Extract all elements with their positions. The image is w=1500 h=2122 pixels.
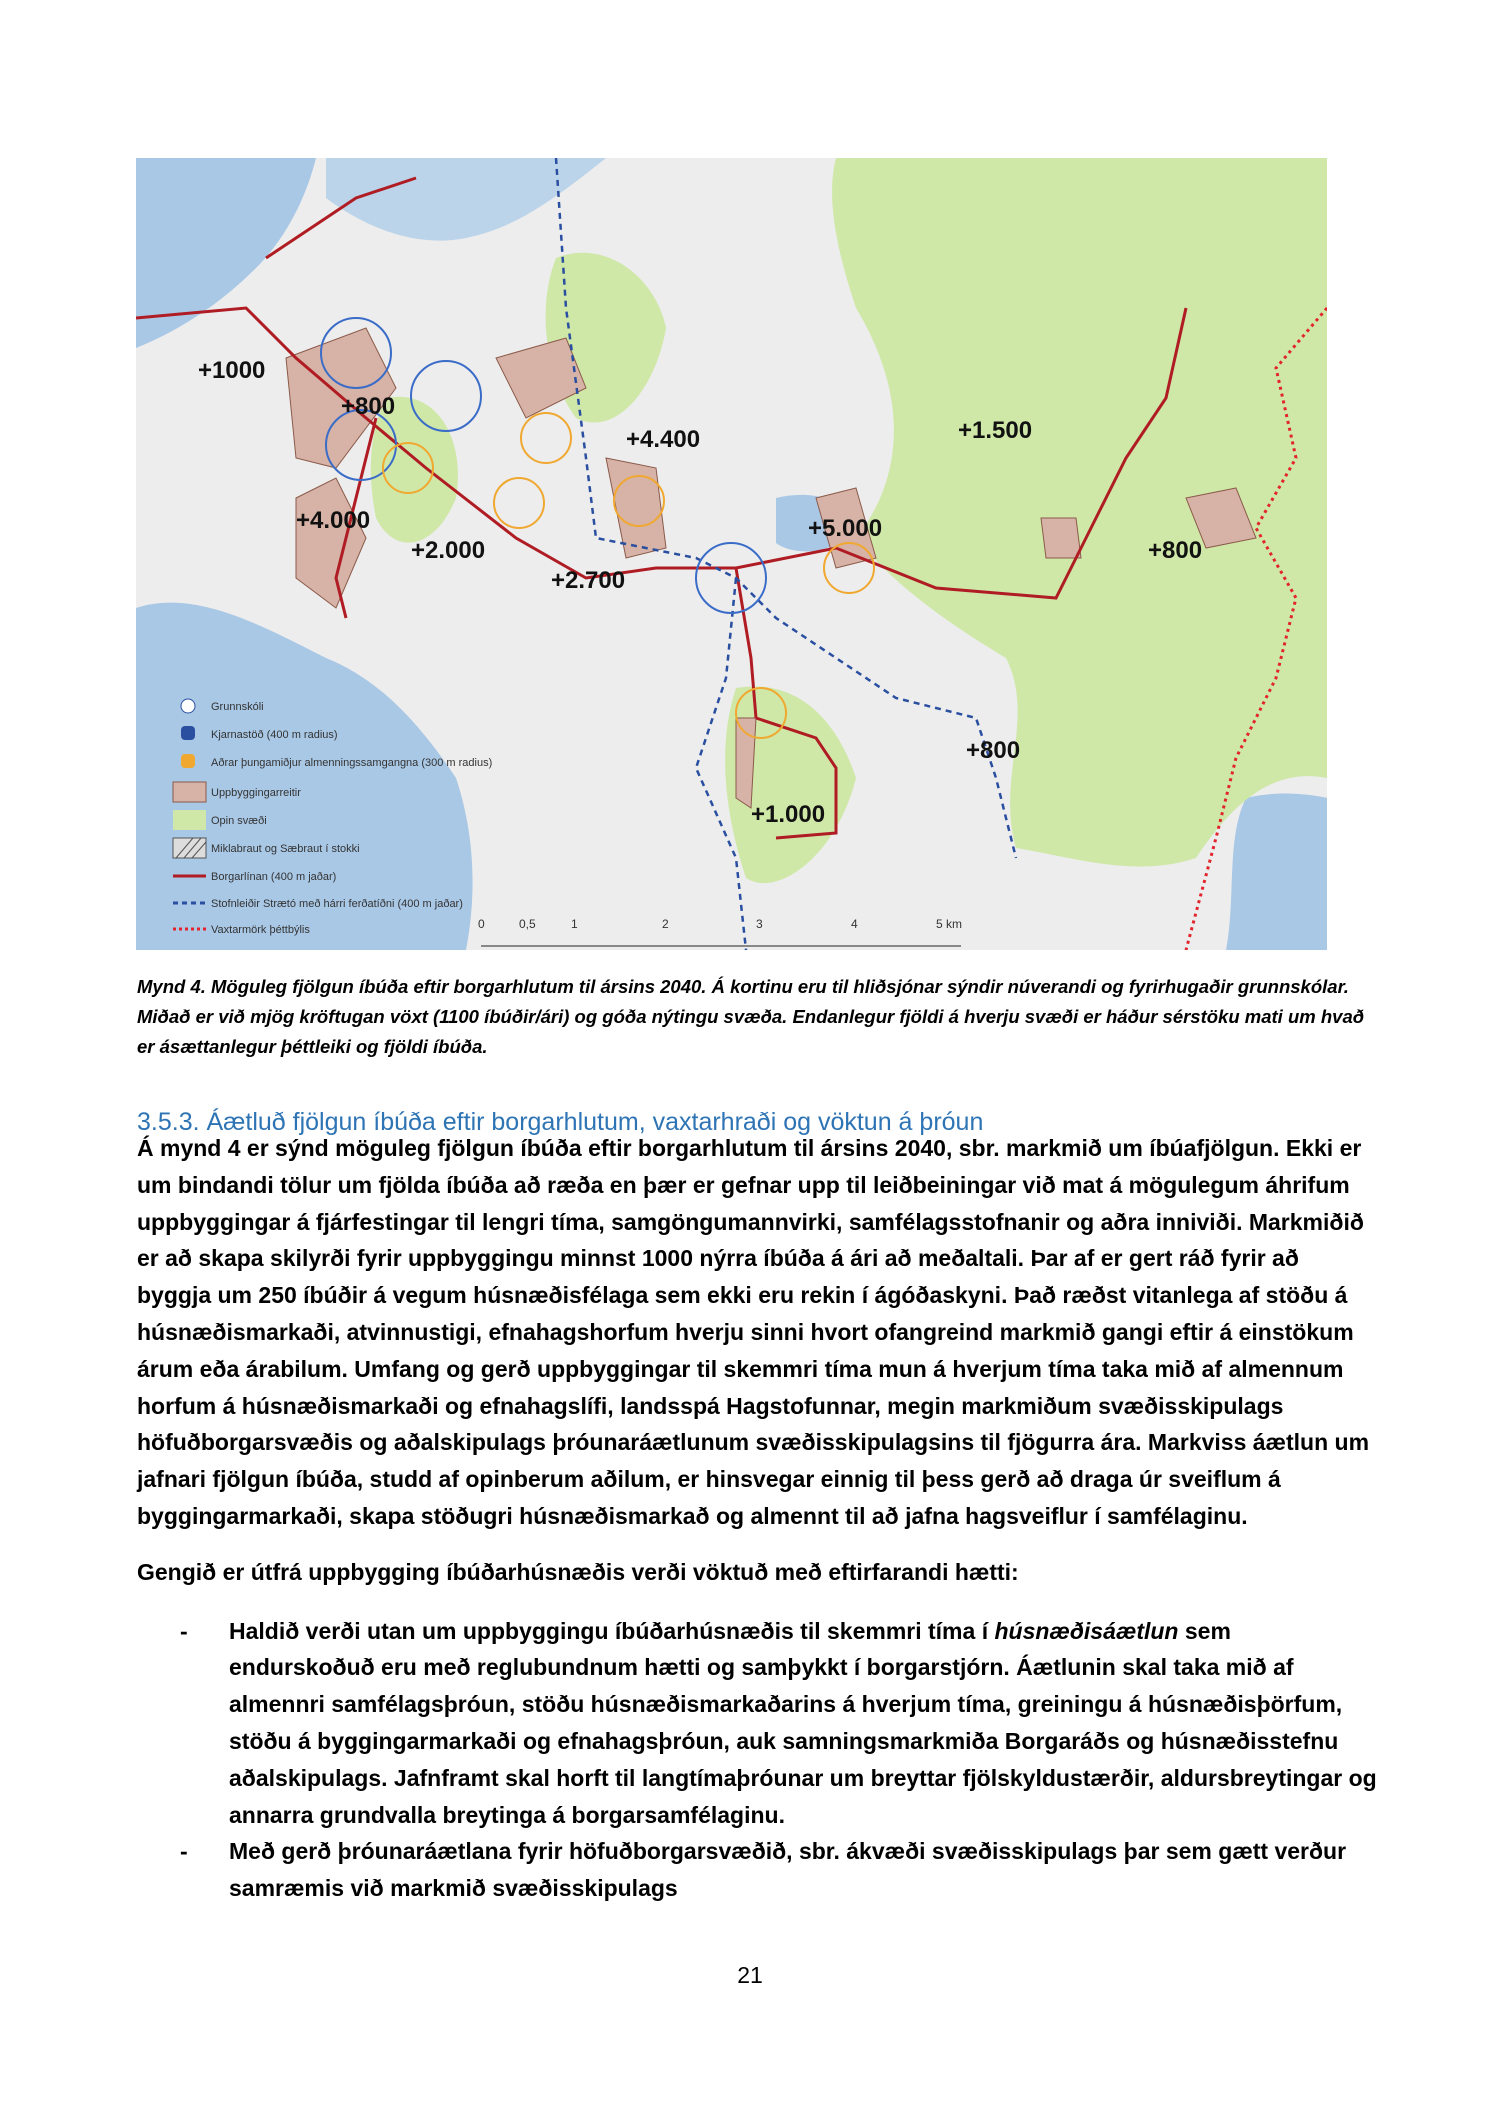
list-item — [137, 1833, 1377, 1907]
list-item — [137, 1613, 1377, 1834]
growth-map — [136, 158, 1327, 950]
legend-label: Aðrar þungamiðjur almenningssamgangna (300 m radius) — [211, 757, 493, 769]
area-label: +1000 — [198, 357, 266, 384]
list-text: sem endurskoðuð eru með reglubundnum hætti og samþykkt í borgarstjórn. Áætlunin skal taka mið af almennri samfélagsþróun, stöðu húsnæðismarkaðarins á hverjum tíma, greiningu á húsnæðisþörfum, stöðu á byggingarmarkaði og efnahagsþróun, auk samningsmarkmiða Borgaráðs og húsnæðisstefnu aðalskipulags. Jafnframt skal horft til langtímaþróunar um breyttar fjölskyldustærðir, aldursbreytingar og annarra grundvalla breytinga á borgarsamfélaginu. — [229, 1617, 1377, 1828]
legend-label: Opin svæði — [211, 815, 267, 827]
area-label: +1.500 — [958, 417, 1033, 444]
area-label: +4.000 — [296, 507, 371, 534]
area-label: +800 — [1148, 537, 1203, 564]
area-label: +5.000 — [808, 515, 883, 542]
figure-caption: Mynd 4. Möguleg fjölgun íbúða eftir borgarhlutum til ársins 2040. Á kortinu eru til hliðsjónar sýndir núverandi og fyrirhugaðir grunnskólar. Miðað er við mjög kröftugan vöxt (1100 íbúðir/ári) og góða nýtingu svæða. Endanlegur fjöldi á hverju svæði er háður sérstöku mati um hvað er ásættanlegur þéttleiki og fjöldi íbúða. — [137, 976, 1365, 1057]
map-figure — [136, 158, 1327, 950]
legend-label: Miklabraut og Sæbraut í stokki — [211, 843, 360, 855]
section-heading: 3.5.3. Áætluð fjölgun íbúða eftir borgarhlutum, vaxtarhraði og vöktun á þróun — [137, 1108, 984, 1136]
legend-label: Grunnskóli — [211, 701, 264, 713]
scale-tick: 4 — [851, 917, 858, 931]
school-icon — [181, 699, 195, 713]
water-right — [1226, 794, 1327, 950]
area-label: +4.400 — [626, 426, 701, 453]
scale-tick: 5 km — [936, 917, 963, 931]
legend-label: Vaxtarmörk þéttbýlis — [211, 924, 310, 936]
list-emphasis: húsnæðisáætlun — [994, 1617, 1179, 1644]
scale-tick: 1 — [571, 917, 578, 931]
area-label: +800 — [966, 737, 1021, 764]
development-area-swatch — [173, 782, 206, 802]
paragraph: Á mynd 4 er sýnd möguleg fjölgun íbúða eftir borgarhlutum til ársins 2040, sbr. markmið um íbúafjölgun. Ekki er um bindandi tölur um fjölda íbúða að ræða en þær er gefnar upp til leiðbeiningar við mat á mögulegum áhrifum uppbyggingar á fjárfestingar til lengri tíma, samgöngumannvirki, samfélagsstofnanir og aðra inniviði. Markmiðið er að skapa skilyrði fyrir uppbyggingu minnst 1000 nýrra íbúða á ári að meðaltali. Þar af er gert ráð fyrir að byggja um 250 íbúðir á vegum húsnæðisfélaga sem ekki eru rekin í ágóðaskyni. Það ræðst vitanlega af stöðu á húsnæðismarkaði, atvinnustigi, efnahagshorfum hverju sinni hvort ofangreind markmið gangi eftir á einstökum árum eða árabilum. Umfang og gerð uppbyggingar til skemmri tíma mun á hverjum tíma taka mið af almennum horfum á húsnæðismarkaði og efnahagslífi, landsspá Hagstofunnar, megin markmiðum svæðisskipulags höfuðborgarsvæðis og aðalskipulags þróunaráætlunum svæðisskipulagsins til fjögurra ára. Markviss áætlun um jafnari fjölgun íbúða, studd af opinberum aðilum, er hinsvegar einnig til þess gerð að draga úr sveiflum á byggingarmarkaði, skapa stöðugri húsnæðismarkað og almennt til að jafna hagsveiflur í samfélaginu. — [137, 1135, 1370, 1529]
bullet-list — [137, 1613, 1377, 1907]
dash-bullet: - — [180, 1617, 188, 1644]
area-label: +2.700 — [551, 567, 626, 594]
legend-label: Kjarnastöð (400 m radius) — [211, 729, 338, 741]
dash-bullet: - — [180, 1838, 188, 1865]
area-label: +1.000 — [751, 801, 826, 828]
list-text: Haldið verði utan um uppbyggingu íbúðarhúsnæðis til skemmri tíma í — [229, 1617, 995, 1644]
scale-tick: 0 — [478, 917, 485, 931]
area-label: +2.000 — [411, 537, 486, 564]
list-text: Með gerð þróunaráætlana fyrir höfuðborgarsvæðið, sbr. ákvæði svæðisskipulags þar sem gætt verður samræmis við markmið svæðisskipulags — [229, 1838, 1347, 1902]
scale-tick: 3 — [756, 917, 763, 931]
page-number: 21 — [737, 1962, 763, 1988]
legend-label: Borgarlínan (400 m jaðar) — [211, 871, 337, 883]
paragraph: Gengið er útfrá uppbygging íbúðarhúsnæðis verði vöktuð með eftirfarandi hætti: — [137, 1558, 1019, 1585]
legend-label: Stofnleiðir Strætó með hárri ferðatíðni (400 m jaðar) — [211, 898, 463, 910]
legend-label: Uppbyggingarreitir — [211, 787, 301, 799]
section-body — [137, 1130, 1377, 1907]
open-area-swatch — [173, 810, 206, 830]
bus-stop-icon — [181, 754, 195, 768]
scale-tick: 2 — [662, 917, 669, 931]
area-label: +800 — [341, 393, 396, 420]
scale-tick: 0,5 — [519, 917, 536, 931]
bus-hub-icon — [181, 726, 195, 740]
